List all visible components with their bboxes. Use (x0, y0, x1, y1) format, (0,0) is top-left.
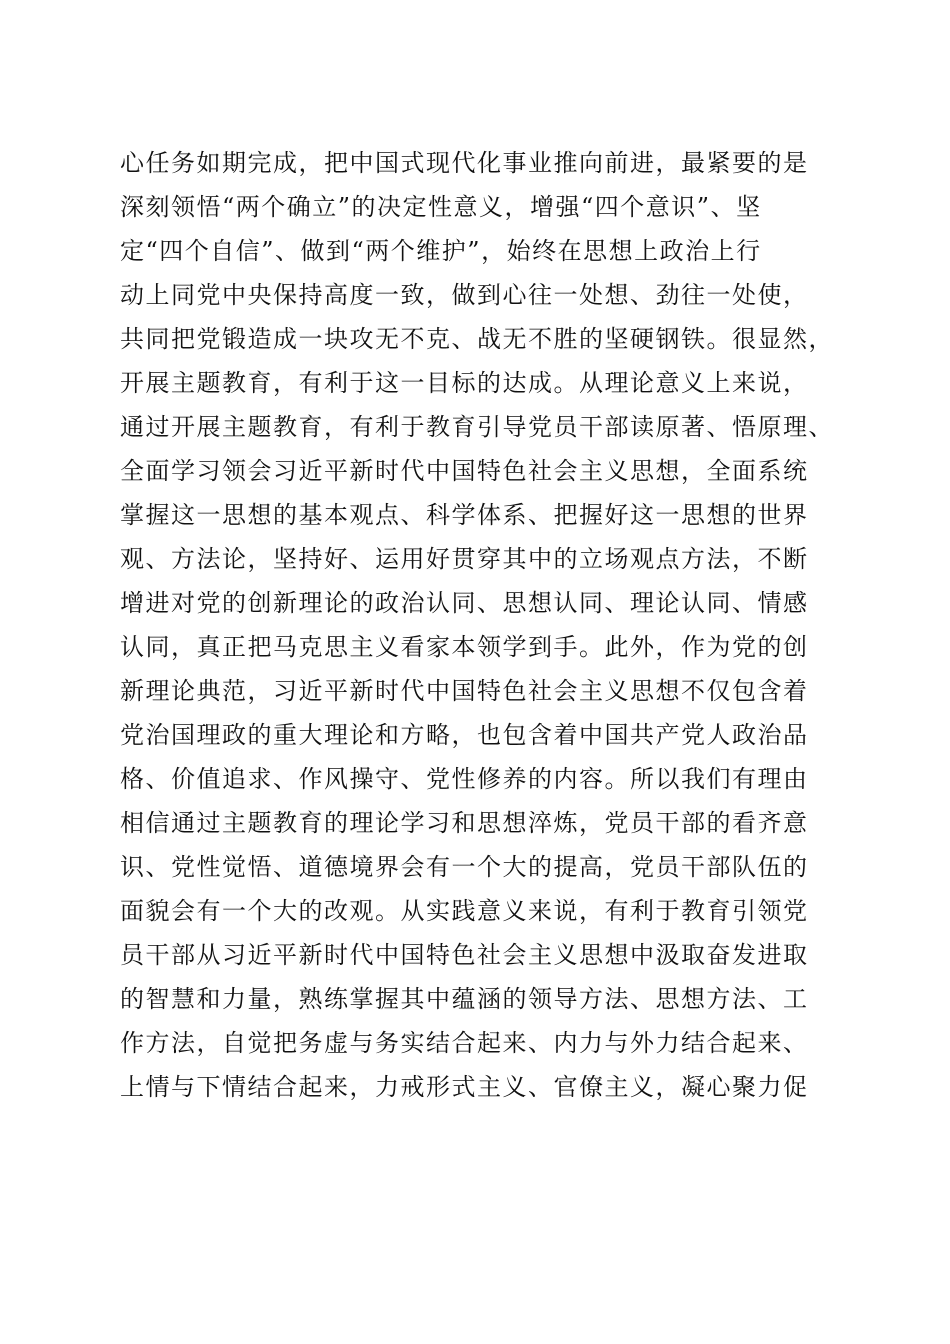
text-line-3: 定“四个自信”、做到“两个维护”，始终在思想上政治上行 (120, 237, 762, 265)
text-line-7: 通过开展主题教育，有利于教育引导党员干部读原著、悟原理、 (120, 413, 834, 441)
text-line-13: 新理论典范，习近平新时代中国特色社会主义思想不仅包含着 (120, 677, 809, 705)
text-line-6: 开展主题教育，有利于这一目标的达成。从理论意义上来说， (120, 369, 809, 397)
text-line-21: 作方法，自觉把务虚与务实结合起来、内力与外力结合起来、 (120, 1029, 809, 1057)
body-text (120, 141, 840, 1109)
text-line-22: 上情与下情结合起来，力戒形式主义、官僚主义，凝心聚力促 (120, 1073, 809, 1101)
text-line-19: 员干部从习近平新时代中国特色社会主义思想中汲取奋发进取 (120, 941, 809, 969)
text-line-2: 深刻领悟“两个确立”的决定性意义，增强“四个意识”、坚 (120, 193, 762, 221)
text-line-15: 格、价值追求、作风操守、党性修养的内容。所以我们有理由 (120, 765, 809, 793)
text-line-11: 增进对党的创新理论的政治认同、思想认同、理论认同、情感 (120, 589, 809, 617)
text-line-16: 相信通过主题教育的理论学习和思想淬炼，党员干部的看齐意 (120, 809, 809, 837)
text-line-4: 动上同党中央保持高度一致，做到心往一处想、劲往一处使， (120, 281, 809, 309)
text-line-18: 面貌会有一个大的改观。从实践意义来说，有利于教育引领党 (120, 897, 809, 925)
text-line-9: 掌握这一思想的基本观点、科学体系、把握好这一思想的世界 (120, 501, 809, 529)
text-line-5: 共同把党锻造成一块攻无不克、战无不胜的坚硬钢铁。很显然， (120, 325, 834, 353)
text-line-1: 心任务如期完成，把中国式现代化事业推向前进，最紧要的是 (120, 149, 809, 177)
text-line-8: 全面学习领会习近平新时代中国特色社会主义思想，全面系统 (120, 457, 809, 485)
text-line-10: 观、方法论，坚持好、运用好贯穿其中的立场观点方法，不断 (120, 545, 809, 573)
text-line-12: 认同，真正把马克思主义看家本领学到手。此外，作为党的创 (120, 633, 809, 661)
text-line-20: 的智慧和力量，熟练掌握其中蕴涵的领导方法、思想方法、工 (120, 985, 809, 1013)
text-line-17: 识、党性觉悟、道德境界会有一个大的提高，党员干部队伍的 (120, 853, 809, 881)
text-line-14: 党治国理政的重大理论和方略，也包含着中国共产党人政治品 (120, 721, 809, 749)
